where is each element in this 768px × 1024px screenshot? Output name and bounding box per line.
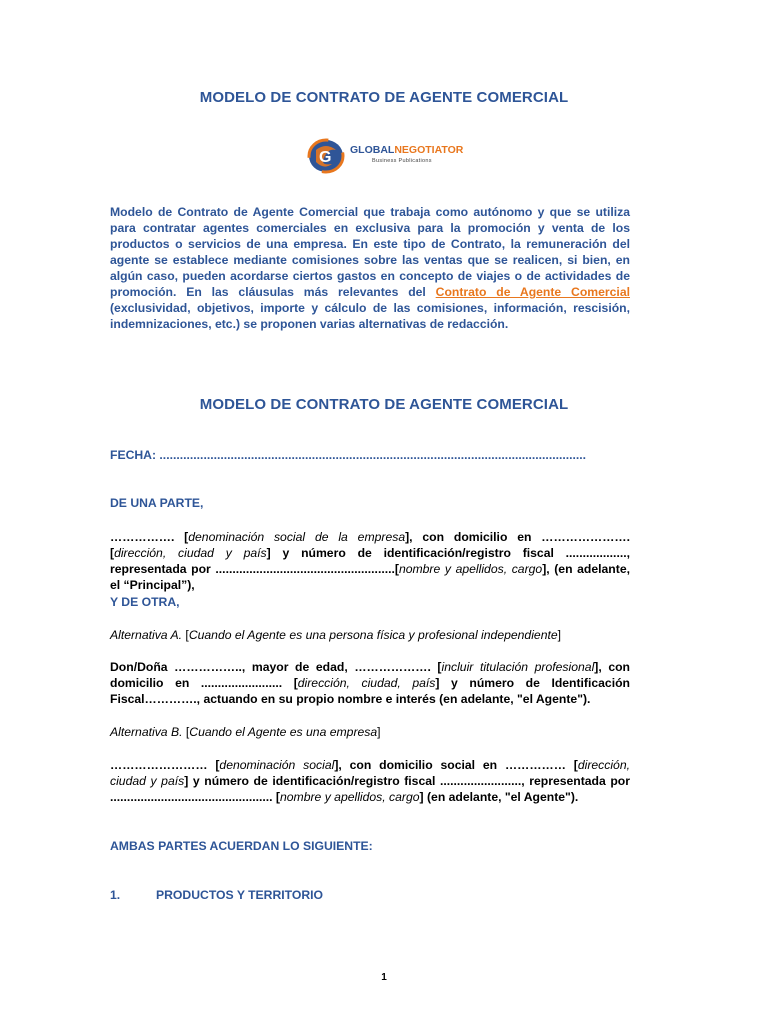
page-number: 1 bbox=[381, 972, 387, 983]
alternative-b-paragraph: …………………… [denominación social], con domicilio social en …………… [dirección, ciudad y país] y número de identificación/registro fiscal ........................, representada por ................................................ [nombre y apellidos, cargo] (en adelante, "el Agente"). bbox=[110, 758, 630, 804]
document-title: MODELO DE CONTRATO DE AGENTE COMERCIAL bbox=[199, 89, 569, 106]
de-una-parte-heading: DE UNA PARTE, bbox=[110, 496, 204, 510]
logo-brand-text: GLOBALNEGOTIATOR bbox=[350, 144, 464, 156]
contract-link[interactable]: Contrato de Agente Comercial bbox=[435, 285, 630, 299]
y-de-otra-heading: Y DE OTRA, bbox=[110, 595, 180, 609]
section-title: MODELO DE CONTRATO DE AGENTE COMERCIAL bbox=[199, 396, 569, 413]
principal-paragraph: ……………. [denominación social de la empresa], con domicilio en …………………. [dirección, ciudad y país] y número de identificación/registro fiscal .................., representada por .....................................................[nombre y apellidos, cargo], (en adelante, el “Principal”), bbox=[110, 530, 630, 592]
section-1-title: PRODUCTOS Y TERRITORIO bbox=[156, 888, 324, 902]
alternative-a-heading: Alternativa A. [Cuando el Agente es una persona física y profesional independiente] bbox=[110, 628, 562, 642]
logo-subtitle: Business Publications bbox=[372, 158, 432, 164]
alternative-b-heading: Alternativa B. [Cuando el Agente es una empresa] bbox=[110, 725, 381, 739]
svg-text:G: G bbox=[319, 149, 332, 166]
globe-logo-icon bbox=[306, 136, 346, 174]
intro-paragraph: Modelo de Contrato de Agente Comercial que trabaja como autónomo y que se utiliza para contratar agentes comerciales en exclusiva para la promoción y venta de los productos o servicios de una empresa. En este tipo de Contrato, la remuneración del agente se establece mediante comisiones sobre las ventas que se realicen, si bien, en algún caso, pueden acordarse ciertos gastos en concepto de viajes o de actividades de promoción. En las cláusulas más relevantes del Contrato de Agente Comercial (exclusividad, objetivos, importe y cálculo de las comisiones, información, rescisión, indemnizaciones, etc.) se proponen varias alternativas de redacción. bbox=[110, 205, 630, 331]
alternative-a-paragraph: Don/Doña …………….., mayor de edad, ………………. [incluir titulación profesional], con domicilio en ........................ [dirección, ciudad, país] y número de Identificación Fiscal…………., actuando en su propio nombre e interés (en adelante, "el Agente"). bbox=[110, 660, 631, 706]
ambas-partes-heading: AMBAS PARTES ACUERDAN LO SIGUIENTE: bbox=[110, 839, 373, 853]
section-1-number: 1. bbox=[110, 888, 121, 902]
fecha-line: FECHA: .............................................................................................................................. bbox=[110, 448, 587, 462]
global-negotiator-logo bbox=[306, 136, 466, 174]
